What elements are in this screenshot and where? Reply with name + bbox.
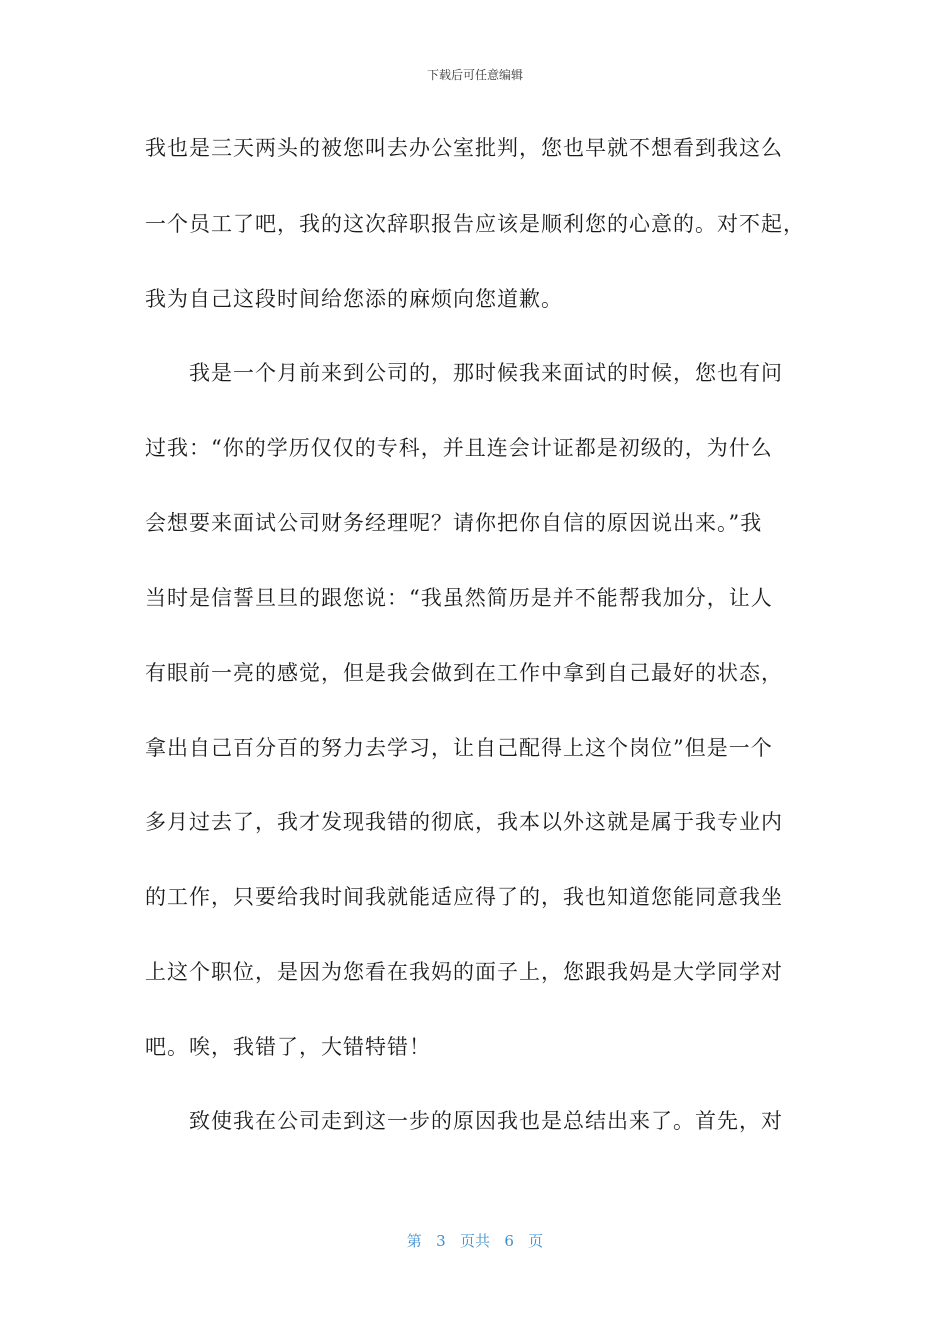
- text-line: 我也是三天两头的被您叫去办公室批判，您也早就不想看到我这么: [145, 136, 783, 160]
- footer-page-suffix: 页: [528, 1232, 544, 1250]
- page-footer: [0, 1230, 950, 1251]
- text-line: 吧。唉，我错了，大错特错！: [145, 1035, 431, 1059]
- footer-page-mid: 页共: [459, 1232, 490, 1250]
- text-line: 当时是信誓旦旦的跟您说：“我虽然简历是并不能帮我加分，让人: [145, 586, 773, 610]
- text-line: 一个员工了吧，我的这次辞职报告应该是顺利您的心意的。对不起，: [145, 212, 805, 236]
- footer-total-pages: 6: [504, 1232, 514, 1250]
- text-line: 有眼前一亮的感觉，但是我会做到在工作中拿到自己最好的状态，: [145, 661, 783, 685]
- text-line: 上这个职位，是因为您看在我妈的面子上，您跟我妈是大学同学对: [145, 960, 783, 984]
- footer-page-prefix: 第: [406, 1232, 422, 1250]
- paragraph-first-line: 致使我在公司走到这一步的原因我也是总结出来了。首先，对: [189, 1109, 783, 1133]
- footer-current-page: 3: [436, 1232, 446, 1250]
- text-line: 过我：“你的学历仅仅的专科，并且连会计证都是初级的，为什么: [145, 436, 773, 460]
- text-line: 我为自己这段时间给您添的麻烦向您道歉。: [145, 287, 563, 311]
- text-line: 的工作，只要给我时间我就能适应得了的，我也知道您能同意我坐: [145, 885, 783, 909]
- page-header: 下载后可任意编辑: [426, 68, 523, 82]
- text-line: 多月过去了，我才发现我错的彻底，我本以外这就是属于我专业内: [145, 810, 783, 834]
- text-line: 会想要来面试公司财务经理呢？请你把你自信的原因说出来。”我: [145, 511, 763, 535]
- text-line: 拿出自己百分百的努力去学习，让自己配得上这个岗位”但是一个: [145, 736, 773, 760]
- paragraph-first-line: 我是一个月前来到公司的，那时候我来面试的时候，您也有问: [189, 361, 783, 385]
